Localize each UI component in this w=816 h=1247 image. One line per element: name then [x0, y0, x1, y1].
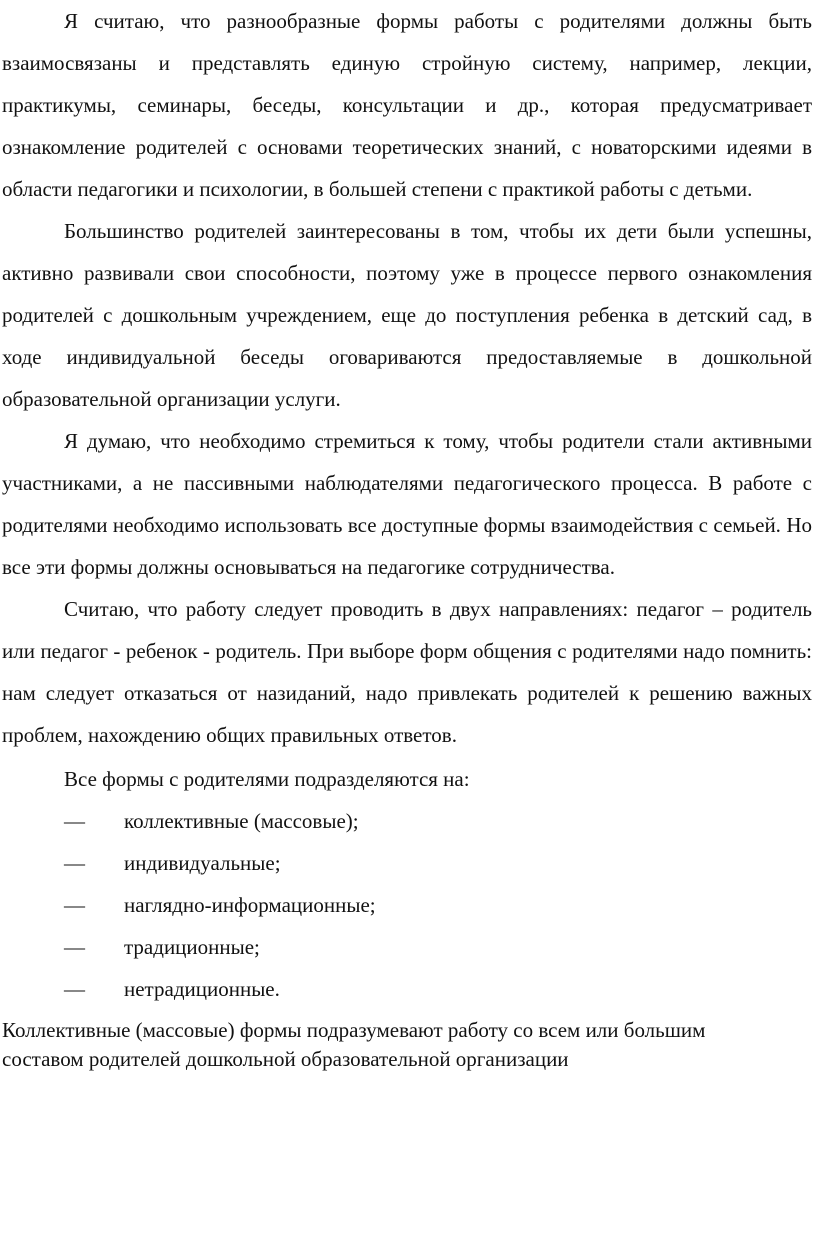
- list-item-text: коллективные (массовые);: [124, 809, 359, 833]
- list-item: [64, 926, 812, 968]
- list-marker: —: [64, 977, 85, 1001]
- list-marker: —: [64, 893, 85, 917]
- list-item: [64, 842, 812, 884]
- list-marker: —: [64, 809, 85, 833]
- list-item-text: нетрадиционные.: [124, 977, 280, 1001]
- list-item-text: индивидуальные;: [124, 851, 281, 875]
- forms-intro: Все формы с родителями подразделяются на:: [64, 767, 470, 791]
- paragraph-3: Я думаю, что необходимо стремиться к тому, чтобы родители стали активными участниками, а не пассивными наблюдателями педагогического процесса. В работе с родителями необходимо использовать все доступные формы взаимодействия с семьей. Но все эти формы должны основываться на педагогике сотрудничества.: [2, 429, 812, 579]
- list-marker: —: [64, 935, 85, 959]
- closing-paragraph: Коллективные (массовые) формы подразумевают работу со всем или большим составом родителей дошкольной образовательной организации: [2, 1018, 706, 1071]
- forms-list: [0, 800, 812, 1010]
- list-marker: —: [64, 851, 85, 875]
- paragraph-1: Я считаю, что разнообразные формы работы с родителями должны быть взаимосвязаны и представлять единую стройную систему, например, лекции, практикумы, семинары, беседы, консультации и др., которая предусматривает ознакомление родителей с основами теоретических знаний, с новаторскими идеями в области педагогики и психологии, в большей степени с практикой работы с детьми.: [2, 9, 812, 201]
- list-item: [64, 800, 812, 842]
- paragraph-4: Считаю, что работу следует проводить в двух направлениях: педагог – родитель или педагог - ребенок - родитель. При выборе форм общения с родителями надо помнить: нам следует отказаться от назиданий, надо привлекать родителей к решению важных проблем, нахождению общих правильных ответов.: [2, 597, 812, 747]
- list-item-text: наглядно-информационные;: [124, 893, 376, 917]
- list-item: [64, 884, 812, 926]
- list-item-text: традиционные;: [124, 935, 260, 959]
- list-item: [64, 968, 812, 1010]
- paragraph-2: Большинство родителей заинтересованы в том, чтобы их дети были успешны, активно развивали свои способности, поэтому уже в процессе первого ознакомления родителей с дошкольным учреждением, еще до поступления ребенка в детский сад, в ходе индивидуальной беседы оговариваются предоставляемые в дошкольной образовательной организации услуги.: [2, 219, 812, 411]
